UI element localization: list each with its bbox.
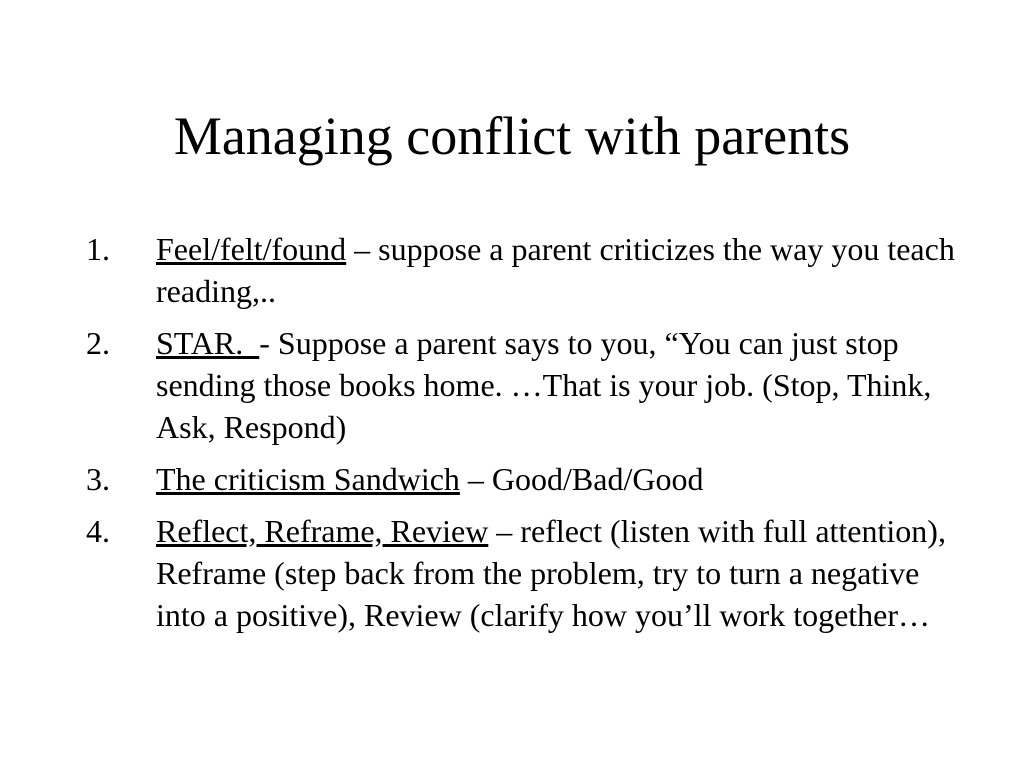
item-text: – Good/Bad/Good [459, 461, 704, 497]
item-heading: STAR. [156, 325, 260, 361]
list-item [86, 510, 956, 636]
slide-title: Managing conflict with parents [173, 106, 851, 166]
item-heading: The criticism Sandwich [156, 461, 460, 497]
strategy-list [86, 228, 956, 646]
item-text: - Suppose a parent says to you, “You can just stop sending those books home. …That is your job. (Stop, Think, Ask, Respond) [156, 325, 932, 445]
list-item [86, 458, 956, 500]
item-text: – suppose a parent criticizes the way you teach reading,.. [156, 231, 955, 309]
item-heading: Feel/felt/found [156, 231, 347, 267]
list-item [86, 228, 956, 312]
item-number: 1. [86, 231, 110, 267]
item-heading: Reflect, Reframe, Review [156, 513, 489, 549]
item-number: 4. [86, 513, 110, 549]
list-item [86, 322, 956, 448]
item-text: – reflect (listen with full attention), Reframe (step back from the problem, try to turn a negative into a positive), Review (clarify how you’ll work together… [156, 513, 946, 633]
item-number: 2. [86, 325, 110, 361]
item-number: 3. [86, 461, 110, 497]
